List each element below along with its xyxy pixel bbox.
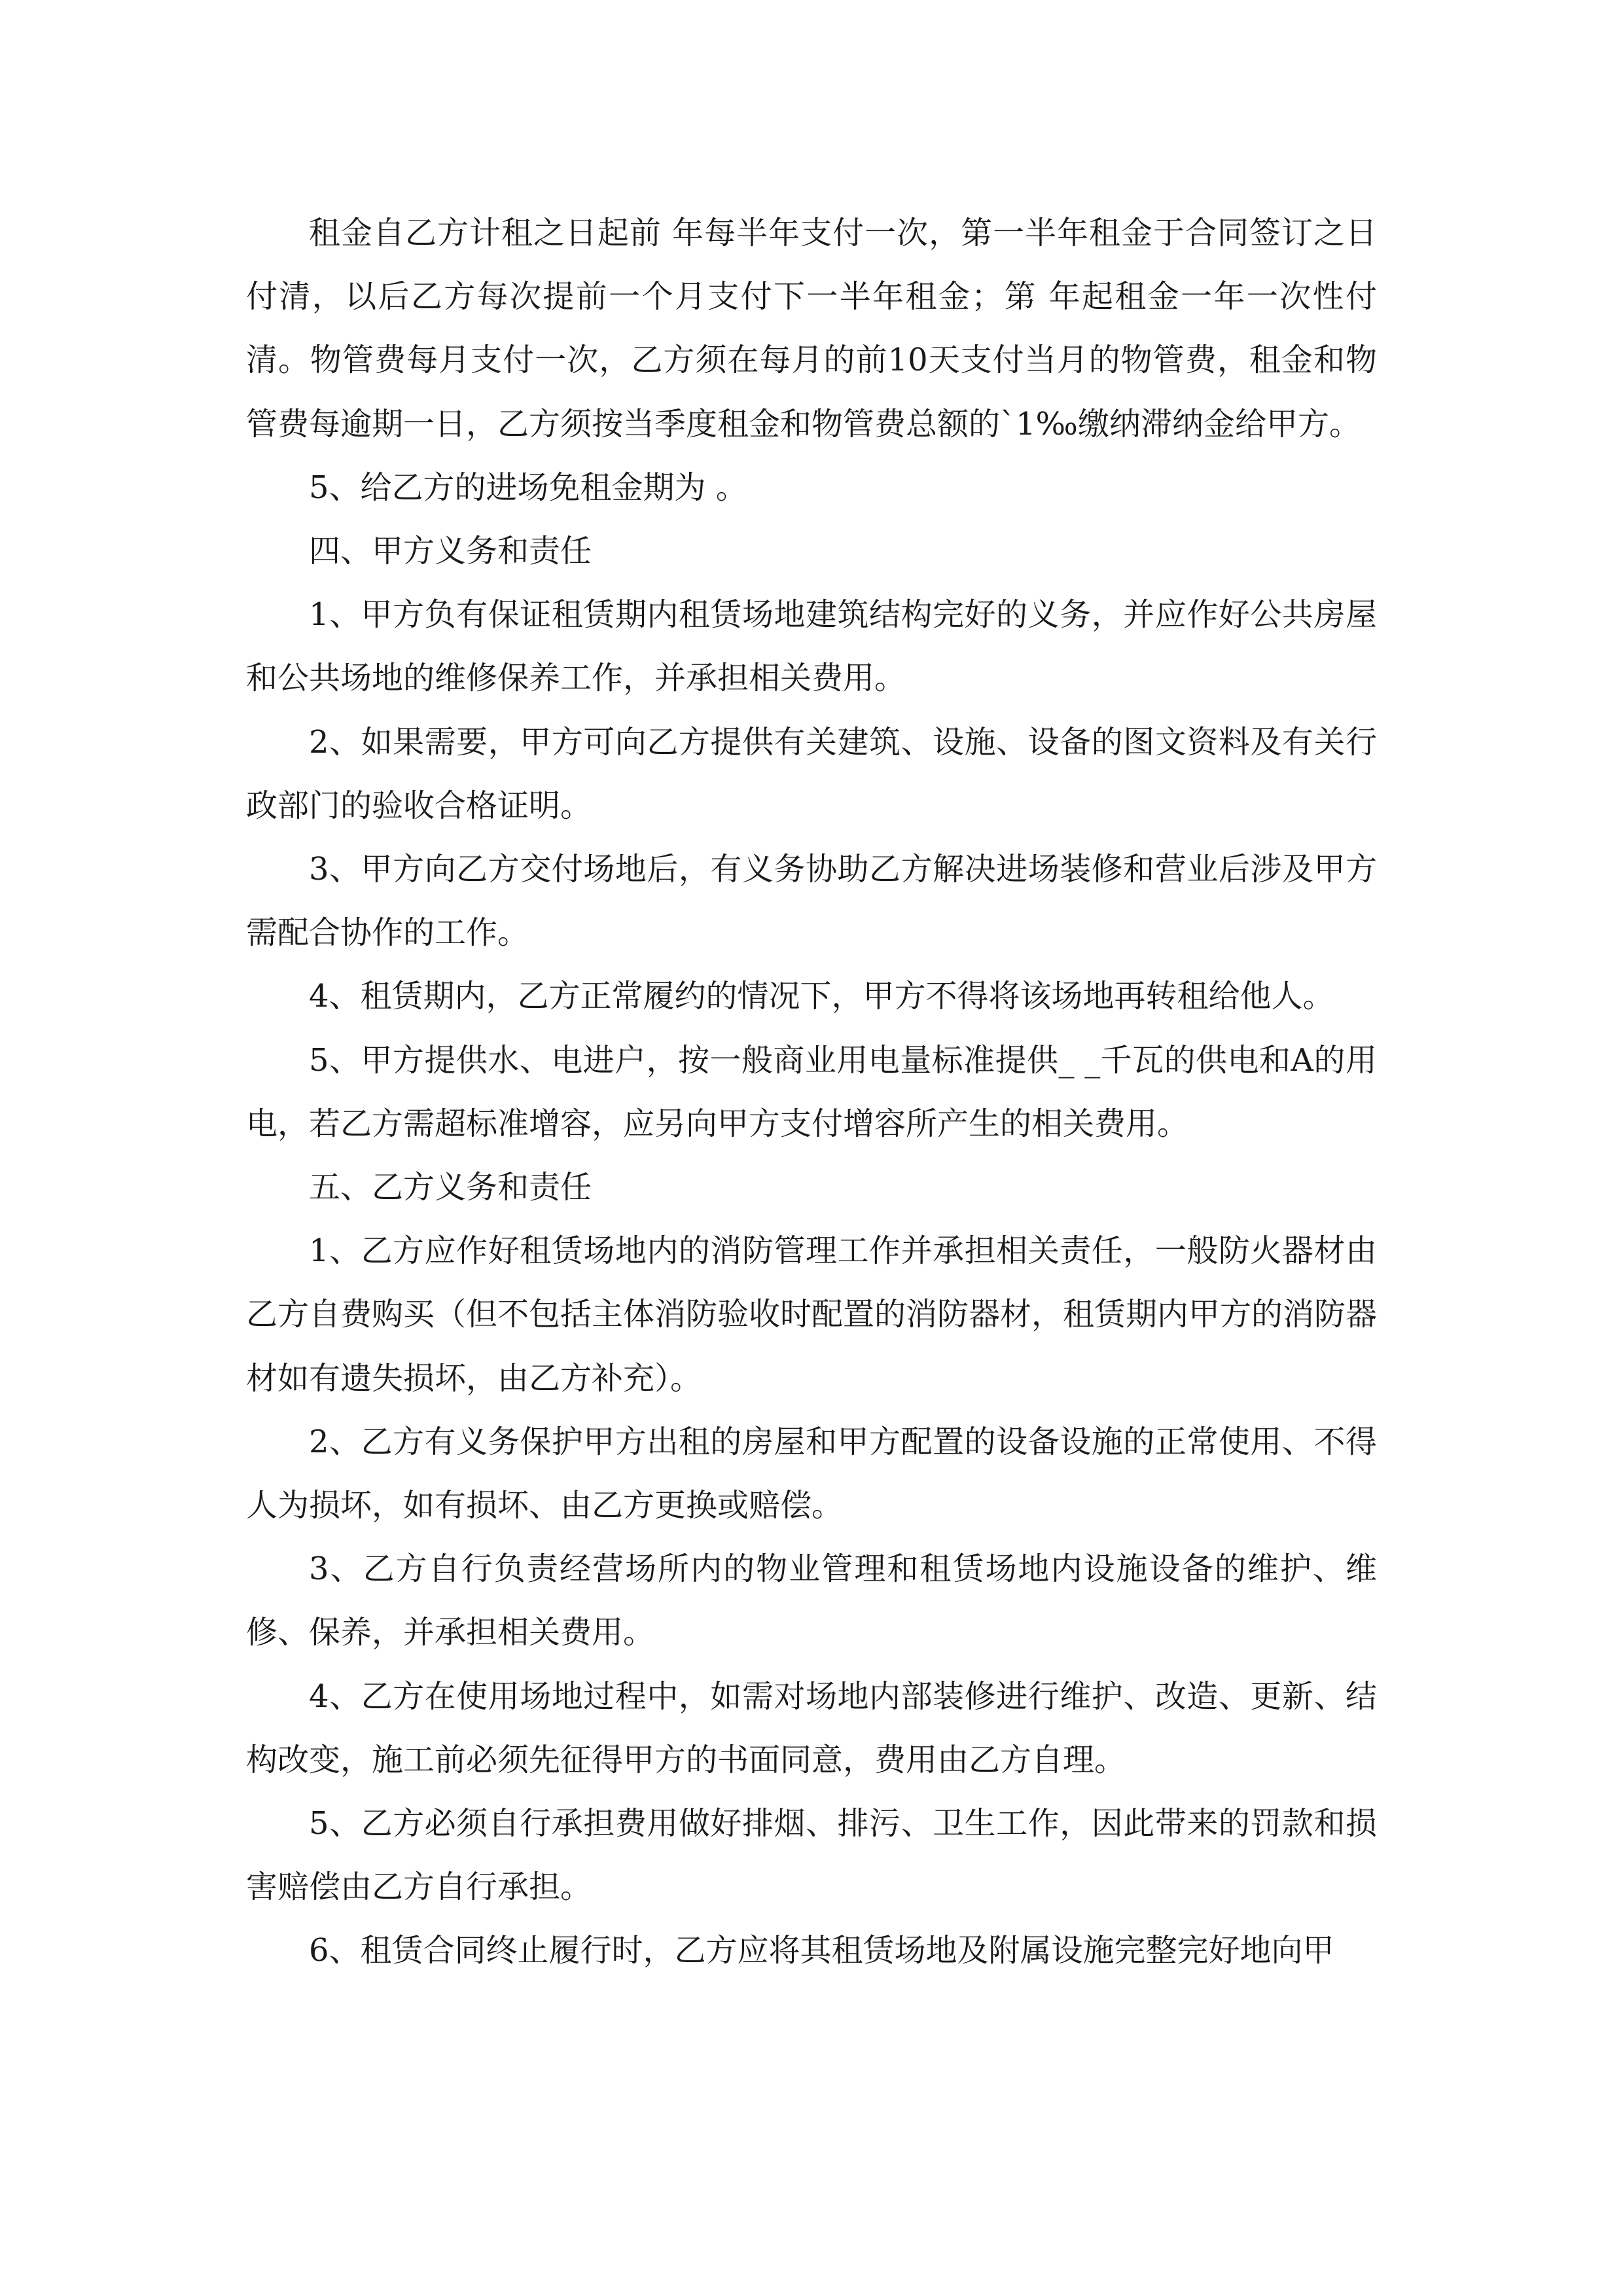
paragraph-party-a-item-5: 5、甲方提供水、电进户，按一般商业用电量标准提供_ _千瓦的供电和A的用电，若乙方需超标准增容，应另向甲方支付增容所产生的相关费用。 [246,1041,1377,1142]
paragraph-party-b-item-6: 6、租赁合同终止履行时，乙方应将其租赁场地及附属设施完整完好地向甲 [309,1932,1334,1969]
section-heading-party-a: 四、甲方义务和责任 [309,533,592,570]
document-body [246,202,1377,1983]
paragraph-party-a-item-3: 3、甲方向乙方交付场地后，有义务协助乙方解决进场装修和营业后涉及甲方需配合协作的工作。 [246,851,1377,952]
paragraph-party-a-item-2: 2、如果需要，甲方可向乙方提供有关建筑、设施、设备的图文资料及有关行政部门的验收合格证明。 [246,723,1377,824]
paragraph-party-b-item-3: 3、乙方自行负责经营场所内的物业管理和租赁场地内设施设备的维护、维修、保养，并承担相关费用。 [246,1551,1377,1651]
paragraph-party-b-item-1: 1、乙方应作好租赁场地内的消防管理工作并承担相关责任，一般防火器材由乙方自费购买（但不包括主体消防验收时配置的消防器材，租赁期内甲方的消防器材如有遗失损坏，由乙方补充）。 [246,1232,1378,1397]
paragraph-party-a-item-1: 1、甲方负有保证租赁期内租赁场地建筑结构完好的义务，并应作好公共房屋和公共场地的维修保养工作，并承担相关费用。 [246,596,1377,697]
paragraph-party-a-item-4: 4、租赁期内，乙方正常履约的情况下，甲方不得将该场地再转租给他人。 [309,978,1334,1015]
section-heading-party-b: 五、乙方义务和责任 [309,1169,592,1206]
paragraph-party-b-item-5: 5、乙方必须自行承担费用做好排烟、排污、卫生工作，因此带来的罚款和损害赔偿由乙方自行承担。 [246,1805,1377,1906]
paragraph-rent-payment: 租金自乙方计租之日起前 年每半年支付一次，第一半年租金于合同签订之日付清，以后乙方每次提前一个月支付下一半年租金；第 年起租金一年一次性付清。物管费每月支付一次，乙方须在每月的前10天支付当月的物管费，租金和物管费每逾期一日，乙方须按当季度租金和物管费总额的`1‰缴纳滞纳金给甲方。 [246,215,1377,442]
paragraph-party-b-item-4: 4、乙方在使用场地过程中，如需对场地内部装修进行维护、改造、更新、结构改变，施工前必须先征得甲方的书面同意，费用由乙方自理。 [246,1677,1377,1778]
paragraph-rent-free-period: 5、给乙方的进场免租金期为 。 [309,469,747,506]
paragraph-party-b-item-2: 2、乙方有义务保护甲方出租的房屋和甲方配置的设备设施的正常使用、不得人为损坏，如有损坏、由乙方更换或赔偿。 [246,1423,1377,1524]
